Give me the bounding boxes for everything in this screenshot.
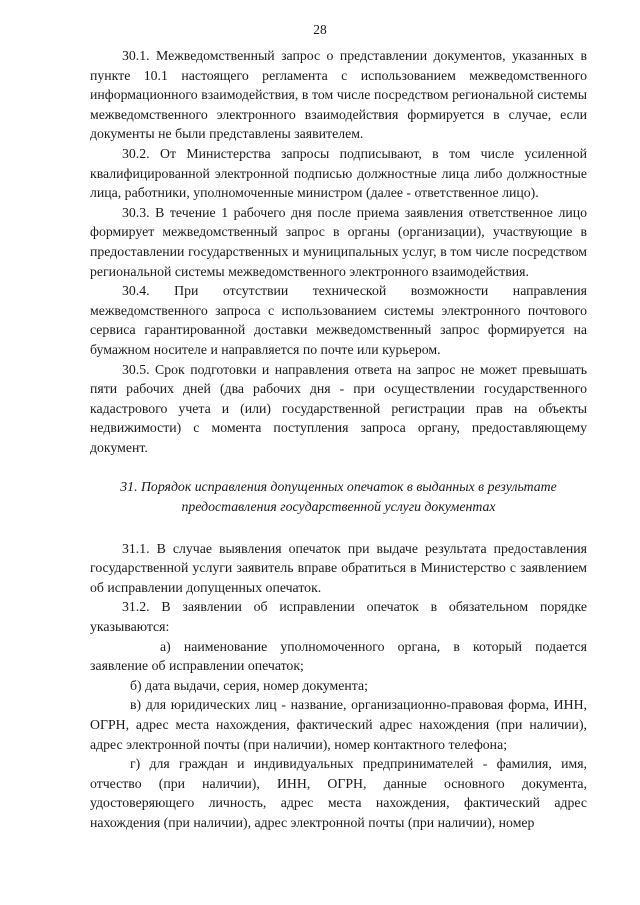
list-item-a: а) наименование уполномоченного органа, в который подается заявление об исправлении опечаток; <box>90 638 587 674</box>
paragraph-30-5: 30.5. Срок подготовки и направления ответа на запрос не может превышать пяти рабочих дней (два рабочих дня - при осуществлении государственного кадастрового учета и (или) государственной регистрации прав на объекты недвижимости) с момента поступления запроса органу, предоставляющему документ. <box>90 361 587 455</box>
list-item-g: г) для граждан и индивидуальных предпринимателей - фамилия, имя, отчество (при наличии), ИНН, ОГРН, данные основного документа, удостоверяющего личность, адрес места нахождения, фактический адрес нахождения (при наличии), адрес электронной почты (при наличии), номер <box>90 756 587 830</box>
section-heading-31 <box>90 477 587 516</box>
paragraph-31-2: 31.2. В заявлении об исправлении опечаток в обязательном порядке указываются: <box>90 599 587 635</box>
paragraph-31-1: 31.1. В случае выявления опечаток при выдаче результата предоставления государственной услуги заявитель вправе обратиться в Министерство с заявлением об исправлении допущенных опечаток. <box>90 540 587 595</box>
page-number: 28 <box>313 22 327 37</box>
paragraph-30-3: 30.3. В течение 1 рабочего дня после приема заявления ответственное лицо формирует межведомственный запрос в органы (организации), участвующие в предоставлении государственных и муниципальных услуг, в том числе посредством региональной системы межведомственного электронного взаимодействия. <box>90 204 587 279</box>
document-body <box>90 46 587 833</box>
list-item-v: в) для юридических лиц - название, организационно-правовая форма, ИНН, ОГРН, адрес места нахождения, фактический адрес нахождения (при наличии), адрес электронной почты (при наличии), номер контактного телефона; <box>90 697 587 752</box>
list-item-b: б) дата выдачи, серия, номер документа; <box>130 677 368 693</box>
section-heading-line-1: 31. Порядок исправления допущенных опечаток в выданных в результате <box>120 479 557 495</box>
paragraph-30-1: 30.1. Межведомственный запрос о представлении документов, указанных в пункте 10.1 настоящего регламента с использованием межведомственного информационного взаимодействия, в том числе посредством региональной системы межведомственного электронного взаимодействия формируется в случае, если документы не были представлены заявителем. <box>90 48 587 142</box>
section-heading-line-2: предоставления государственной услуги документах <box>181 499 496 515</box>
paragraph-30-4: 30.4. При отсутствии технической возможности направления межведомственного запроса с использованием системы электронного почтового сервиса гарантированной доставки межведомственный запрос формируется на бумажном носителе и направляется по почте или курьером. <box>90 283 587 357</box>
paragraph-30-2: 30.2. От Министерства запросы подписывают, в том числе усиленной квалифицированной электронной подписью должностные лица либо должностные лица, работники, уполномоченные министром (далее - ответственное лицо). <box>90 145 587 201</box>
